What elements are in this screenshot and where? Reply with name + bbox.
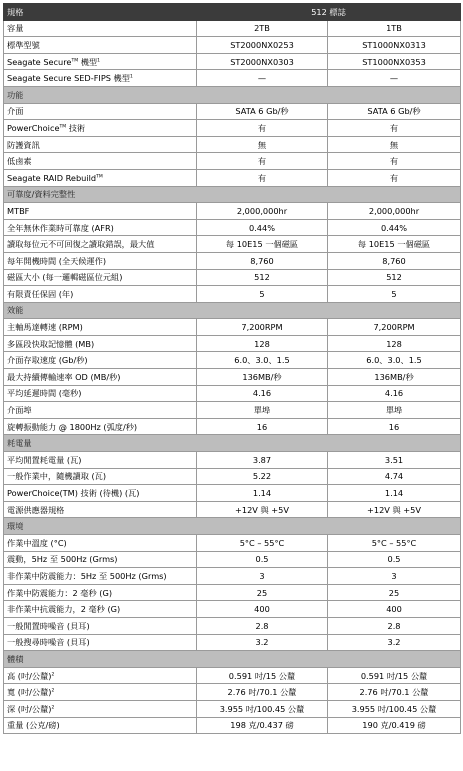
table-header-row: [4, 4, 461, 21]
spec-label-cell: [4, 385, 197, 402]
spec-label-cell: [4, 418, 197, 435]
spec-label-cell: [4, 468, 197, 485]
spec-row: [4, 136, 461, 153]
section-title: 耗電量: [4, 435, 461, 452]
value-2tb-cell: 2TB: [197, 20, 328, 37]
value-1tb-cell: 0.5: [328, 551, 461, 568]
spec-label: 介面: [7, 106, 24, 117]
spec-row: [4, 252, 461, 269]
value-2tb-cell: 2.8: [197, 617, 328, 634]
spec-label-cell: [4, 53, 197, 70]
value-1tb-cell: +12V 與 +5V: [328, 501, 461, 518]
specifications-table-body: [4, 4, 461, 734]
value-1tb-cell: 2,000,000hr: [328, 203, 461, 220]
value-1tb-cell: 2.8: [328, 617, 461, 634]
spec-label: 最大持續傳輸速率 OD (MB/秒): [7, 371, 121, 382]
value-1tb-cell: 有: [328, 120, 461, 137]
spec-row: [4, 402, 461, 419]
spec-label-cell: [4, 485, 197, 502]
spec-row: [4, 601, 461, 618]
spec-label: 主軸馬達轉速 (RPM): [7, 322, 83, 333]
value-1tb-cell: 4.16: [328, 385, 461, 402]
spec-label: 多區段快取記憶體 (MB): [7, 338, 95, 349]
value-1tb-cell: 5: [328, 286, 461, 303]
value-1tb-cell: 有: [328, 153, 461, 170]
value-1tb-cell: 1TB: [328, 20, 461, 37]
spec-label-cell: [4, 634, 197, 651]
value-2tb-cell: 400: [197, 601, 328, 618]
value-1tb-cell: 2.76 吋/70.1 公釐: [328, 684, 461, 701]
spec-label-cell: [4, 319, 197, 336]
spec-label: 防護資訊: [7, 139, 40, 150]
value-2tb-cell: 198 克/0.437 磅: [197, 717, 328, 734]
spec-row: [4, 369, 461, 386]
section-title: 可靠度/資料完整性: [4, 186, 461, 203]
value-1tb-cell: 無: [328, 136, 461, 153]
section-header-row: [4, 302, 461, 319]
spec-row: [4, 700, 461, 717]
spec-row: [4, 153, 461, 170]
value-1tb-cell: 每 10E15 一個磁區: [328, 236, 461, 253]
spec-label-cell: [4, 335, 197, 352]
value-1tb-cell: 3.955 吋/100.45 公釐: [328, 700, 461, 717]
footnote-mark: TM: [59, 124, 67, 130]
spec-label: 介面存取速度 (Gb/秒): [7, 355, 88, 366]
value-1tb-cell: 0.591 吋/15 公釐: [328, 667, 461, 684]
spec-row: [4, 103, 461, 120]
spec-label: 高 (吋/公釐): [7, 670, 52, 681]
spec-row: [4, 667, 461, 684]
value-1tb-cell: SATA 6 Gb/秒: [328, 103, 461, 120]
spec-label: Seagate Secure: [7, 56, 72, 67]
spec-row: [4, 236, 461, 253]
value-1tb-cell: 0.44%: [328, 219, 461, 236]
spec-row: [4, 634, 461, 651]
spec-label-cell: [4, 601, 197, 618]
value-2tb-cell: 4.16: [197, 385, 328, 402]
value-1tb-cell: 4.74: [328, 468, 461, 485]
value-1tb-cell: 512: [328, 269, 461, 286]
spec-row: [4, 568, 461, 585]
spec-label: 磁區大小 (每一邏輯磁區位元組): [7, 272, 123, 283]
spec-label-cell: [4, 369, 197, 386]
spec-label: 作業中溫度 (°C): [7, 537, 67, 548]
value-2tb-cell: 有: [197, 169, 328, 186]
value-2tb-cell: 0.591 吋/15 公釐: [197, 667, 328, 684]
spec-label: 低鹵素: [7, 156, 32, 167]
value-2tb-cell: 0.44%: [197, 219, 328, 236]
spec-label-cell: [4, 352, 197, 369]
spec-row: [4, 319, 461, 336]
spec-label-cell: [4, 617, 197, 634]
value-2tb-cell: SATA 6 Gb/秒: [197, 103, 328, 120]
spec-row: [4, 37, 461, 54]
spec-row: [4, 551, 461, 568]
spec-row: [4, 535, 461, 552]
value-1tb-cell: 16: [328, 418, 461, 435]
value-2tb-cell: 7,200RPM: [197, 319, 328, 336]
spec-label: MTBF: [7, 205, 30, 216]
value-2tb-cell: 3.2: [197, 634, 328, 651]
spec-label-cell: [4, 452, 197, 469]
spec-label-cell: [4, 535, 197, 552]
spec-row: [4, 70, 461, 87]
spec-label: Seagate RAID Rebuild: [7, 172, 97, 183]
spec-label-cell: [4, 252, 197, 269]
value-2tb-cell: +12V 與 +5V: [197, 501, 328, 518]
spec-label-cell: [4, 219, 197, 236]
spec-label-cell: [4, 103, 197, 120]
spec-row: [4, 53, 461, 70]
spec-row: [4, 501, 461, 518]
value-2tb-cell: 3.87: [197, 452, 328, 469]
section-title: 效能: [4, 302, 461, 319]
value-1tb-cell: 25: [328, 584, 461, 601]
footnote-mark: 2: [51, 671, 55, 677]
value-2tb-cell: 無: [197, 136, 328, 153]
spec-row: [4, 418, 461, 435]
value-1tb-cell: 3.2: [328, 634, 461, 651]
section-title: 體積: [4, 651, 461, 668]
spec-row: [4, 352, 461, 369]
value-1tb-cell: —: [328, 70, 461, 87]
value-2tb-cell: 128: [197, 335, 328, 352]
spec-label-cell: [4, 203, 197, 220]
spec-row: [4, 485, 461, 502]
spec-label-cell: [4, 286, 197, 303]
spec-label: PowerChoice: [7, 122, 60, 133]
value-1tb-cell: 190 克/0.419 磅: [328, 717, 461, 734]
value-1tb-cell: 400: [328, 601, 461, 618]
spec-label-cell: [4, 20, 197, 37]
spec-label-cell: [4, 70, 197, 87]
value-1tb-cell: 3: [328, 568, 461, 585]
value-1tb-cell: 128: [328, 335, 461, 352]
value-2tb-cell: 單埠: [197, 402, 328, 419]
spec-label: 平均閒置耗電量 (瓦): [7, 454, 82, 465]
spec-row: [4, 20, 461, 37]
spec-label-cell: [4, 120, 197, 137]
section-header-row: [4, 86, 461, 103]
spec-label: 讀取每位元不可回復之讀取錯誤，最大值: [7, 239, 155, 250]
spec-label: PowerChoice(TM) 技術 (待機) (瓦): [7, 488, 140, 499]
spec-row: [4, 584, 461, 601]
value-2tb-cell: 2,000,000hr: [197, 203, 328, 220]
spec-label-cell: [4, 153, 197, 170]
value-1tb-cell: 有: [328, 169, 461, 186]
value-2tb-cell: ST2000NX0303: [197, 53, 328, 70]
spec-label-cell: [4, 402, 197, 419]
footnote-mark: 1: [129, 74, 133, 80]
spec-label-suffix: 技術: [66, 122, 86, 133]
value-2tb-cell: 有: [197, 120, 328, 137]
spec-label: 一般搜尋時噪音 (貝耳): [7, 637, 90, 648]
section-title: 功能: [4, 86, 461, 103]
spec-label: 旋轉振動能力 @ 1800Hz (弧度/秒): [7, 421, 138, 432]
spec-label: 有限責任保固 (年): [7, 288, 74, 299]
header-label: 規格: [4, 4, 197, 21]
spec-label-cell: [4, 501, 197, 518]
spec-label: 容量: [7, 23, 24, 34]
value-2tb-cell: 3: [197, 568, 328, 585]
value-1tb-cell: ST1000NX0313: [328, 37, 461, 54]
value-2tb-cell: 每 10E15 一個磁區: [197, 236, 328, 253]
footnote-mark: TM: [71, 57, 79, 63]
spec-row: [4, 684, 461, 701]
spec-label-cell: [4, 551, 197, 568]
value-2tb-cell: 有: [197, 153, 328, 170]
value-2tb-cell: 0.5: [197, 551, 328, 568]
spec-row: [4, 617, 461, 634]
value-2tb-cell: 136MB/秒: [197, 369, 328, 386]
spec-row: [4, 203, 461, 220]
spec-label-cell: [4, 236, 197, 253]
header-capacity-title: 512 標誌: [197, 4, 461, 21]
value-2tb-cell: 512: [197, 269, 328, 286]
section-header-row: [4, 518, 461, 535]
spec-label: 平均延遲時間 (毫秒): [7, 388, 82, 399]
spec-row: [4, 219, 461, 236]
value-1tb-cell: 單埠: [328, 402, 461, 419]
spec-label-suffix: 機型: [78, 56, 98, 67]
spec-label: 作業中防震能力：2 毫秒 (G): [7, 587, 113, 598]
spec-label: 介面埠: [7, 405, 32, 416]
value-2tb-cell: 3.955 吋/100.45 公釐: [197, 700, 328, 717]
value-2tb-cell: 5.22: [197, 468, 328, 485]
spec-row: [4, 717, 461, 734]
spec-label: 一般閒置時噪音 (貝耳): [7, 620, 90, 631]
spec-label-cell: [4, 667, 197, 684]
spec-label: 非作業中防震能力：5Hz 至 500Hz (Grms): [7, 570, 167, 581]
spec-label: 電源供應器規格: [7, 504, 65, 515]
value-1tb-cell: 7,200RPM: [328, 319, 461, 336]
value-2tb-cell: 6.0、3.0、1.5: [197, 352, 328, 369]
spec-row: [4, 452, 461, 469]
value-2tb-cell: 16: [197, 418, 328, 435]
section-header-row: [4, 651, 461, 668]
value-2tb-cell: —: [197, 70, 328, 87]
section-header-row: [4, 435, 461, 452]
spec-row: [4, 269, 461, 286]
value-2tb-cell: 2.76 吋/70.1 公釐: [197, 684, 328, 701]
spec-label-cell: [4, 584, 197, 601]
value-2tb-cell: 5°C – 55°C: [197, 535, 328, 552]
section-header-row: [4, 186, 461, 203]
spec-label: 標準型號: [7, 39, 40, 50]
spec-row: [4, 385, 461, 402]
value-1tb-cell: 3.51: [328, 452, 461, 469]
spec-label-cell: [4, 269, 197, 286]
spec-row: [4, 335, 461, 352]
spec-label-cell: [4, 700, 197, 717]
spec-label-cell: [4, 717, 197, 734]
section-title: 環境: [4, 518, 461, 535]
value-1tb-cell: 5°C – 55°C: [328, 535, 461, 552]
value-1tb-cell: 1.14: [328, 485, 461, 502]
value-1tb-cell: 6.0、3.0、1.5: [328, 352, 461, 369]
spec-label-cell: [4, 136, 197, 153]
spec-label: Seagate Secure SED-FIPS 機型: [7, 73, 130, 84]
footnote-mark: 2: [51, 705, 55, 710]
spec-row: [4, 286, 461, 303]
value-2tb-cell: 8,760: [197, 252, 328, 269]
spec-row: [4, 468, 461, 485]
spec-row: [4, 169, 461, 186]
spec-label: 每年開機時間 (全天候運作): [7, 255, 107, 266]
value-2tb-cell: 25: [197, 584, 328, 601]
spec-label: 非作業中抗震能力，2 毫秒 (G): [7, 604, 121, 615]
value-1tb-cell: 136MB/秒: [328, 369, 461, 386]
spec-label: 一般作業中，隨機讀取 (瓦): [7, 471, 107, 482]
spec-label: 震動，5Hz 至 500Hz (Grms): [7, 554, 118, 565]
spec-label: 重量 (公克/磅): [7, 720, 60, 731]
spec-label-cell: [4, 37, 197, 54]
specifications-table: [3, 3, 461, 734]
spec-label-cell: [4, 169, 197, 186]
footnote-mark: 2: [51, 688, 55, 694]
spec-label: 深 (吋/公釐): [7, 703, 52, 714]
value-1tb-cell: 8,760: [328, 252, 461, 269]
value-1tb-cell: ST1000NX0353: [328, 53, 461, 70]
value-2tb-cell: ST2000NX0253: [197, 37, 328, 54]
footnote-mark: 1: [97, 57, 100, 63]
footnote-mark: TM: [96, 174, 103, 179]
spec-label: 全年無休作業時可靠度 (AFR): [7, 222, 114, 233]
spec-label: 寬 (吋/公釐): [7, 687, 52, 698]
spec-row: [4, 120, 461, 137]
spec-label-cell: [4, 684, 197, 701]
spec-label-cell: [4, 568, 197, 585]
value-2tb-cell: 5: [197, 286, 328, 303]
value-2tb-cell: 1.14: [197, 485, 328, 502]
